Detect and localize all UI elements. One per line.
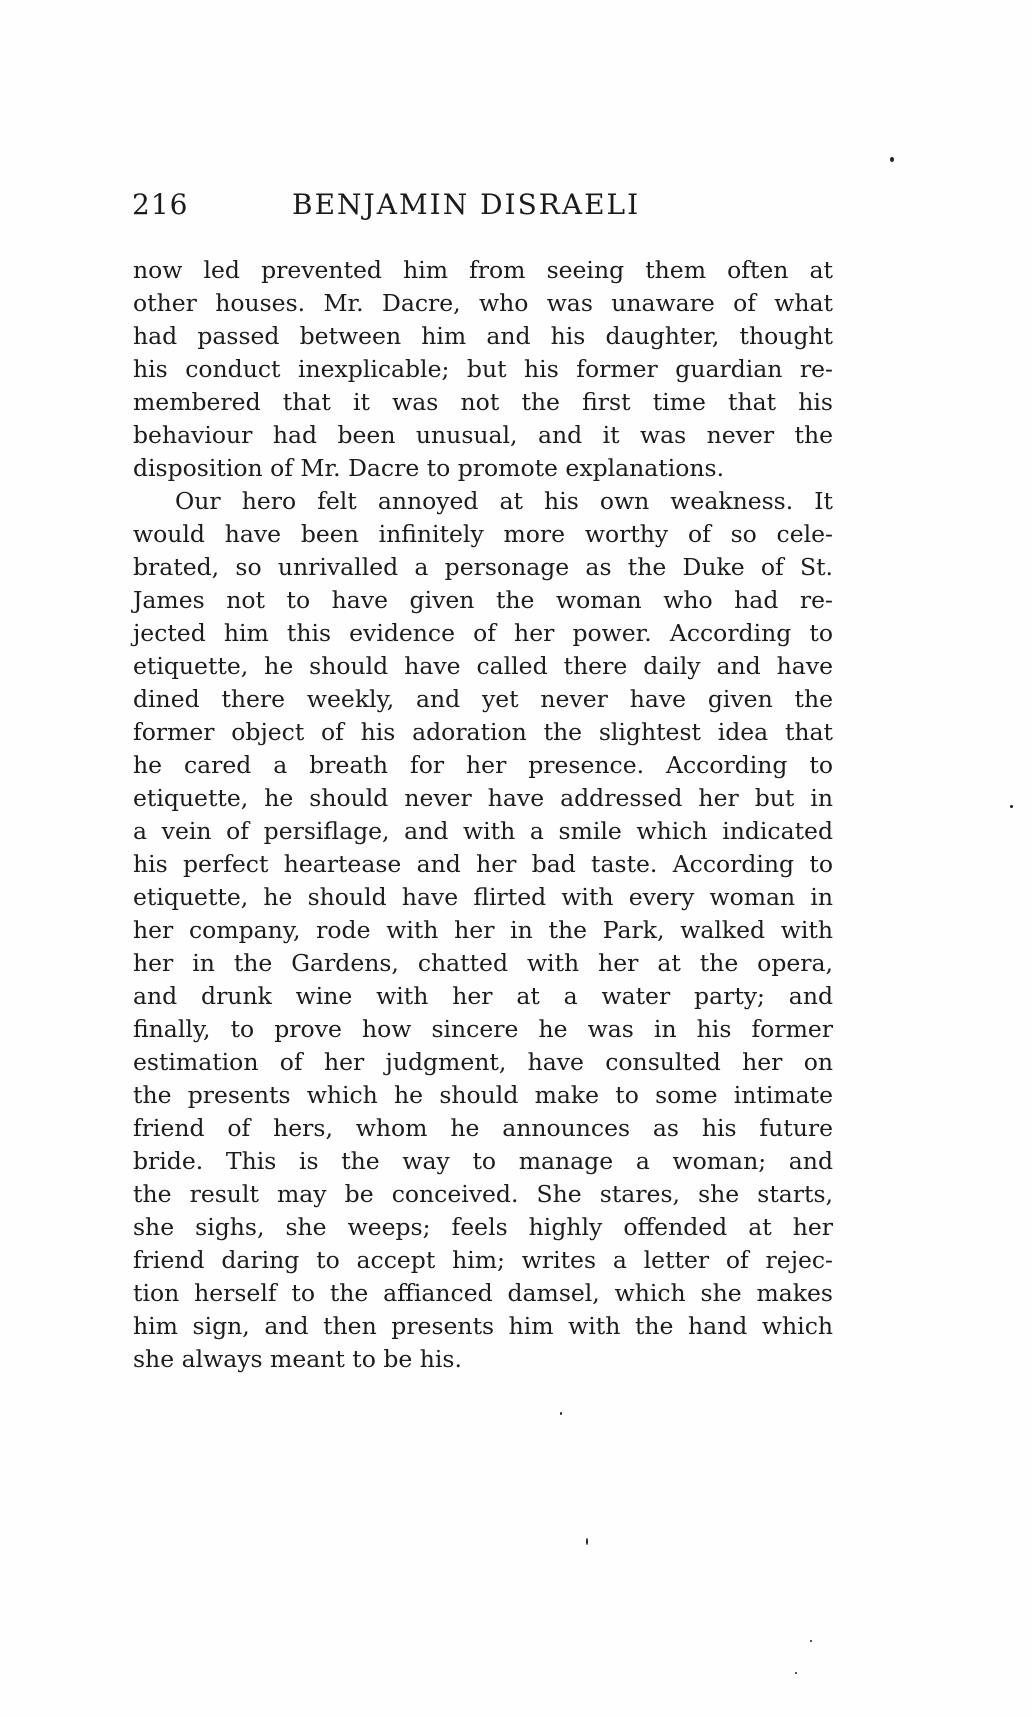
- paragraph-end-line: disposition of Mr. Dacre to promote explanations.: [133, 454, 725, 482]
- text-line: bride. This is the way to manage a woman; and: [133, 1147, 833, 1175]
- text-line: a vein of persiflage, and with a smile which indicated: [133, 817, 833, 845]
- text-line: he cared a breath for her presence. According to: [133, 751, 833, 779]
- text-line: her company, rode with her in the Park, walked with: [133, 916, 833, 944]
- text-line: etiquette, he should never have addressed her but in: [133, 784, 833, 812]
- text-line: the result may be conceived. She stares, she starts,: [133, 1180, 833, 1208]
- text-line: etiquette, he should have called there daily and have: [133, 652, 833, 680]
- text-line: had passed between him and his daughter, thought: [133, 322, 833, 350]
- scan-speck: [795, 1672, 797, 1674]
- scan-speck: [810, 1640, 812, 1642]
- text-line: now led prevented him from seeing them often at: [133, 256, 833, 284]
- text-line: and drunk wine with her at a water party; and: [133, 982, 833, 1010]
- scan-speck: [586, 1538, 588, 1545]
- page-number: 216: [132, 188, 189, 221]
- text-line: James not to have given the woman who had re-: [133, 586, 833, 614]
- body-text: [133, 254, 833, 1376]
- text-line: other houses. Mr. Dacre, who was unaware of what: [133, 289, 833, 317]
- paragraph-start-line: Our hero felt annoyed at his own weakness. It: [175, 487, 833, 515]
- text-line: behaviour had been unusual, and it was never the: [133, 421, 833, 449]
- text-line: brated, so unrivalled a personage as the Duke of St.: [133, 553, 833, 581]
- text-line: etiquette, he should have flirted with every woman in: [133, 883, 833, 911]
- text-line: friend daring to accept him; writes a letter of rejec-: [133, 1246, 833, 1274]
- scan-speck: [890, 157, 894, 162]
- text-line: dined there weekly, and yet never have given the: [133, 685, 833, 713]
- scan-speck: [560, 1412, 562, 1415]
- paragraph-end-line: she always meant to be his.: [133, 1345, 462, 1373]
- running-head: [132, 188, 832, 234]
- text-line: estimation of her judgment, have consulted her on: [133, 1048, 833, 1076]
- text-line: her in the Gardens, chatted with her at the opera,: [133, 949, 833, 977]
- text-line: friend of hers, whom he announces as his future: [133, 1114, 833, 1142]
- book-title: BENJAMIN DISRAELI: [292, 188, 641, 221]
- text-line: tion herself to the affianced damsel, which she makes: [133, 1279, 833, 1307]
- text-line: the presents which he should make to some intimate: [133, 1081, 833, 1109]
- text-line: would have been infinitely more worthy of so cele-: [133, 520, 833, 548]
- text-line: his conduct inexplicable; but his former guardian re-: [133, 355, 833, 383]
- text-line: former object of his adoration the slightest idea that: [133, 718, 833, 746]
- text-line: membered that it was not the first time that his: [133, 388, 833, 416]
- text-line: his perfect heartease and her bad taste. According to: [133, 850, 833, 878]
- text-line: she sighs, she weeps; feels highly offended at her: [133, 1213, 833, 1241]
- text-line: him sign, and then presents him with the hand which: [133, 1312, 833, 1340]
- text-line: jected him this evidence of her power. According to: [133, 619, 833, 647]
- scan-speck: [1010, 805, 1013, 808]
- text-line: finally, to prove how sincere he was in his former: [133, 1015, 833, 1043]
